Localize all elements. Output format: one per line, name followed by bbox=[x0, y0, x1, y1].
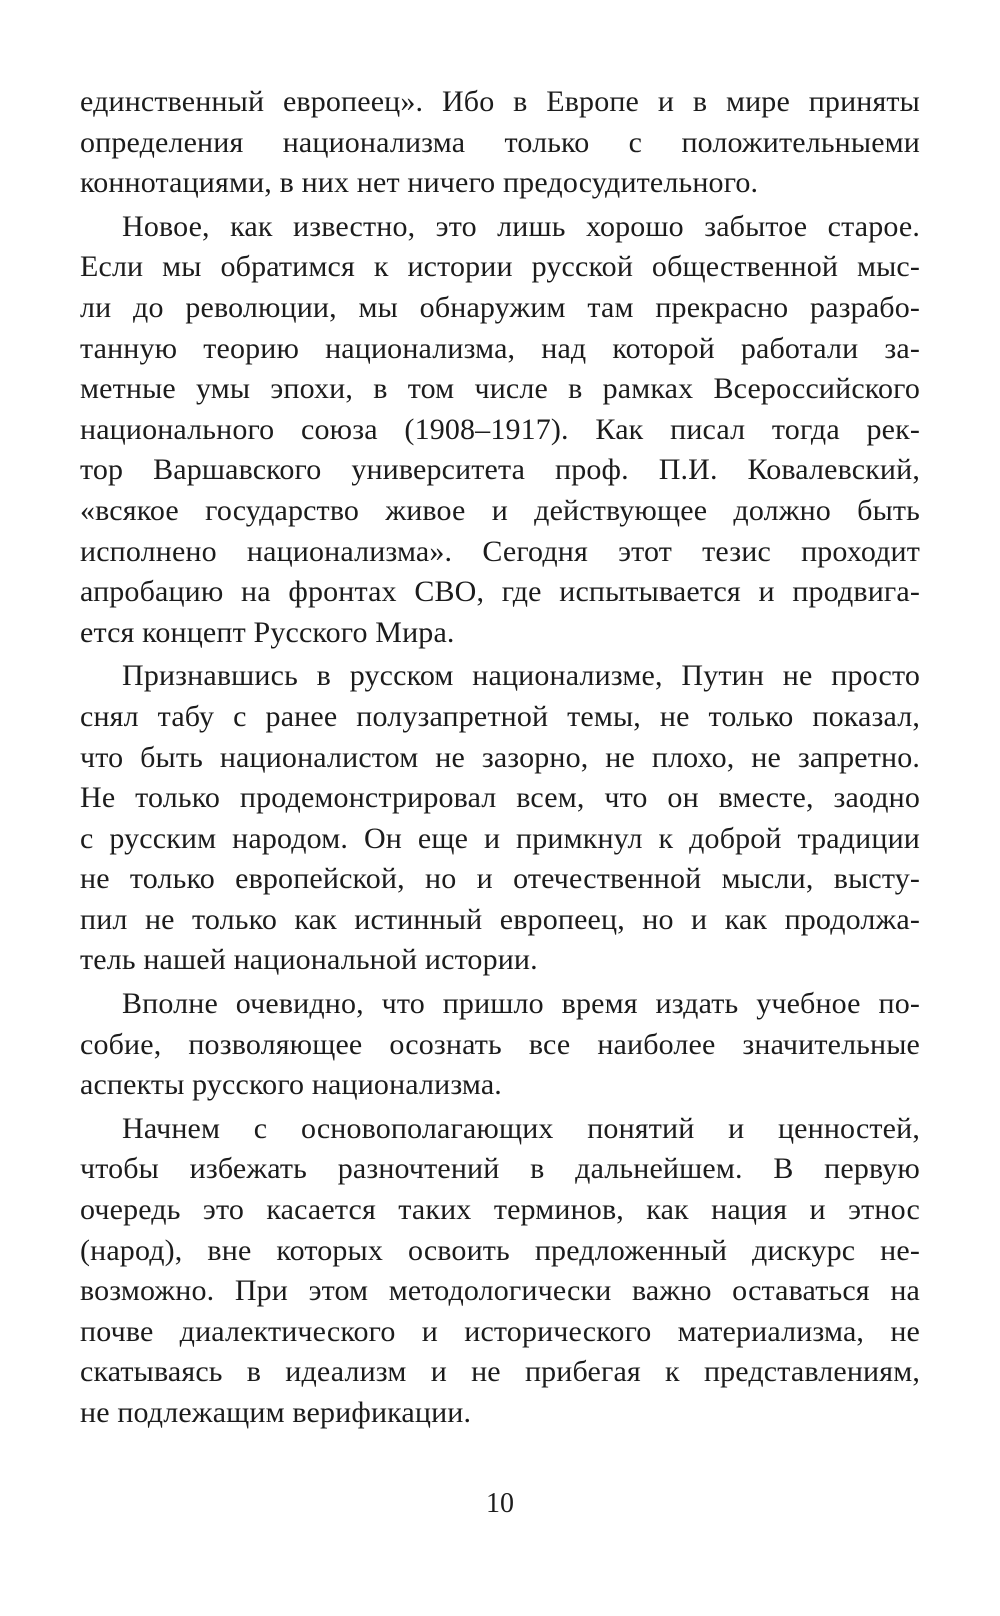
text-line: почве диалектического и исторического материализма, не bbox=[80, 1314, 920, 1348]
text-line: снял табу с ранее полузапретной темы, не только показал, bbox=[80, 699, 920, 733]
text-line: определения национализма только с положительныеми bbox=[80, 125, 920, 159]
text-line: не подлежащим верификации. bbox=[80, 1396, 472, 1429]
text-line: метные умы эпохи, в том числе в рамках Всероссийского bbox=[80, 372, 920, 406]
text-line: не только европейской, но и отечественной мысли, высту- bbox=[80, 862, 920, 896]
text-line: пил не только как истинный европеец, но и как продолжа- bbox=[80, 902, 920, 936]
text-line: танную теорию национализма, над которой работали за- bbox=[80, 331, 920, 365]
text-line: с русским народом. Он еще и примкнул к доброй традиции bbox=[80, 821, 920, 855]
page-number: 10 bbox=[486, 1488, 514, 1519]
text-line: Если мы обратимся к истории русской общественной мыс- bbox=[80, 250, 920, 284]
paragraph bbox=[80, 656, 920, 981]
text-line: «всякое государство живое и действующее должно быть bbox=[80, 493, 920, 527]
text-line: национального союза (1908–1917). Как писал тогда рек- bbox=[80, 412, 920, 446]
text-line: чтобы избежать разночтений в дальнейшем. В первую bbox=[80, 1152, 920, 1186]
text-line: очередь это касается таких терминов, как нация и этнос bbox=[80, 1193, 920, 1227]
text-line: Начнем с основополагающих понятий и ценностей, bbox=[122, 1111, 920, 1145]
text-line: Не только продемонстрировал всем, что он вместе, заодно bbox=[80, 781, 920, 815]
text-line: аспекты русского национализма. bbox=[80, 1068, 502, 1102]
text-line: собие, позволяющее осознать все наиболее значительные bbox=[80, 1027, 920, 1061]
text-line: коннотациями, в них нет ничего предосудительного. bbox=[80, 166, 759, 200]
text-line: Новое, как известно, это лишь хорошо забытое старое. bbox=[122, 209, 920, 243]
text-line: (народ), вне которых освоить предложенный дискурс не- bbox=[80, 1233, 920, 1267]
text-line: тор Варшавского университета проф. П.И. Ковалевский, bbox=[80, 453, 920, 487]
body-text bbox=[80, 82, 920, 1434]
text-line: тель нашей национальной истории. bbox=[80, 943, 538, 977]
paragraph bbox=[80, 984, 920, 1106]
text-line: Вполне очевидно, что пришло время издать учебное по- bbox=[122, 987, 920, 1021]
text-line: что быть националистом не зазорно, не плохо, не запретно. bbox=[80, 740, 920, 774]
text-line: Признавшись в русском национализме, Путин не просто bbox=[122, 659, 920, 693]
text-line: единственный европеец». Ибо в Европе и в мире приняты bbox=[80, 85, 920, 118]
paragraph bbox=[80, 207, 920, 654]
paragraph bbox=[80, 82, 920, 204]
text-line: ется концепт Русского Мира. bbox=[80, 615, 455, 649]
text-line: скатываясь в идеализм и не прибегая к представлениям, bbox=[80, 1355, 920, 1389]
text-line: исполнено национализма». Сегодня этот тезис проходит bbox=[80, 534, 920, 568]
text-line: возможно. При этом методологически важно оставаться на bbox=[80, 1274, 920, 1308]
paragraph bbox=[80, 1109, 920, 1434]
text-line: ли до революции, мы обнаружим там прекрасно разрабо- bbox=[80, 290, 920, 324]
text-line: апробацию на фронтах СВО, где испытывается и продвига- bbox=[80, 575, 920, 609]
